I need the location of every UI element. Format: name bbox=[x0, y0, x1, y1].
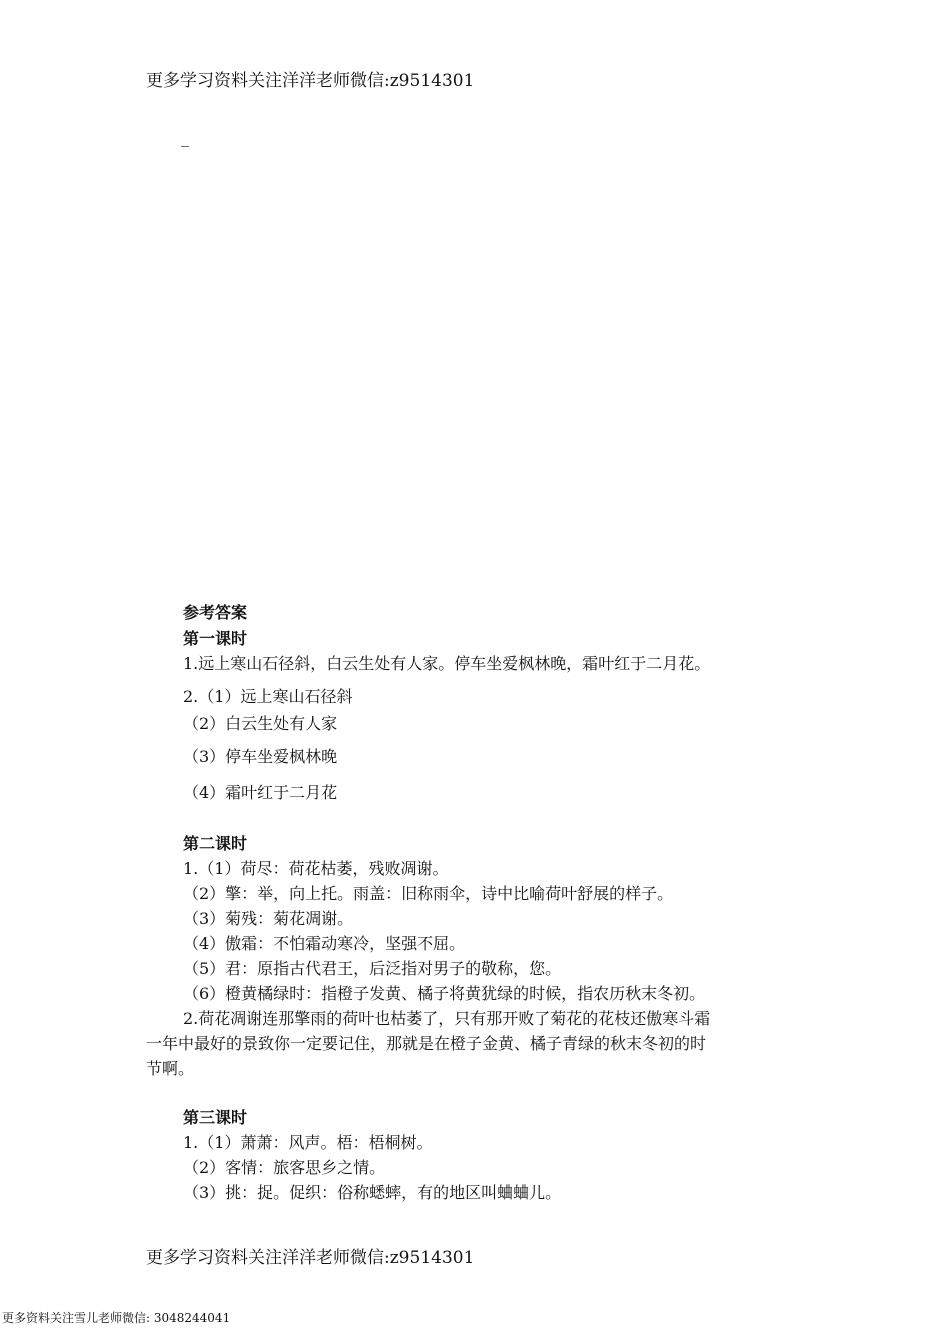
lesson1-line-2: 2.（1）远上寒山石径斜 bbox=[183, 687, 353, 706]
lesson3-line-1: 1.（1）萧萧：风声。梧：梧桐树。 bbox=[183, 1133, 433, 1152]
header-promo-text: 更多学习资料关注洋洋老师微信:z9514301 bbox=[146, 71, 475, 91]
lesson3-heading: 第三课时 bbox=[183, 1108, 248, 1127]
lesson1-line-5: （4）霜叶红于二月花 bbox=[183, 783, 338, 802]
answers-title: 参考答案 bbox=[183, 603, 248, 622]
lesson3-line-3: （3）挑：捉。促织：俗称蟋蟀，有的地区叫蛐蛐儿。 bbox=[183, 1183, 562, 1202]
lesson2-heading: 第二课时 bbox=[183, 834, 248, 853]
footer-promo-text: 更多学习资料关注洋洋老师微信:z9514301 bbox=[146, 1248, 475, 1268]
lesson1-heading: 第一课时 bbox=[183, 629, 248, 648]
bottom-note: 更多资料关注雪儿老师微信: 3048244041 bbox=[2, 1311, 231, 1325]
lesson2-line-2: （2）擎：举，向上托。雨盖：旧称雨伞，诗中比喻荷叶舒展的样子。 bbox=[183, 884, 674, 903]
lesson2-line-8: 一年中最好的景致你一定要记住，那就是在橙子金黄、橘子青绿的秋末冬初的时 bbox=[146, 1034, 707, 1053]
lesson3-line-2: （2）客情：旅客思乡之情。 bbox=[183, 1158, 386, 1177]
lesson2-line-5: （5）君：原指古代君王，后泛指对男子的敬称，您。 bbox=[183, 959, 562, 978]
lesson2-line-3: （3）菊残：菊花凋谢。 bbox=[183, 909, 354, 928]
lesson2-line-4: （4）傲霜：不怕霜动寒冷，坚强不屈。 bbox=[183, 934, 466, 953]
lesson1-line-3: （2）白云生处有人家 bbox=[183, 714, 338, 733]
lesson2-line-7: 2.荷花凋谢连那擎雨的荷叶也枯萎了，只有那开败了菊花的花枝还傲寒斗霜 bbox=[183, 1009, 711, 1028]
lesson2-line-1: 1.（1）荷尽：荷花枯萎，残败凋谢。 bbox=[183, 859, 449, 878]
lesson1-line-1: 1.远上寒山石径斜，白云生处有人家。停车坐爱枫林晚，霜叶红于二月花。 bbox=[183, 654, 711, 673]
lesson2-line-6: （6）橙黄橘绿时：指橙子发黄、橘子将黄犹绿的时候，指农历秋末冬初。 bbox=[183, 984, 706, 1003]
lesson2-line-9: 节啊。 bbox=[146, 1059, 195, 1078]
dash-mark: _ bbox=[181, 128, 189, 147]
lesson1-line-4: （3）停车坐爱枫林晚 bbox=[183, 747, 338, 766]
